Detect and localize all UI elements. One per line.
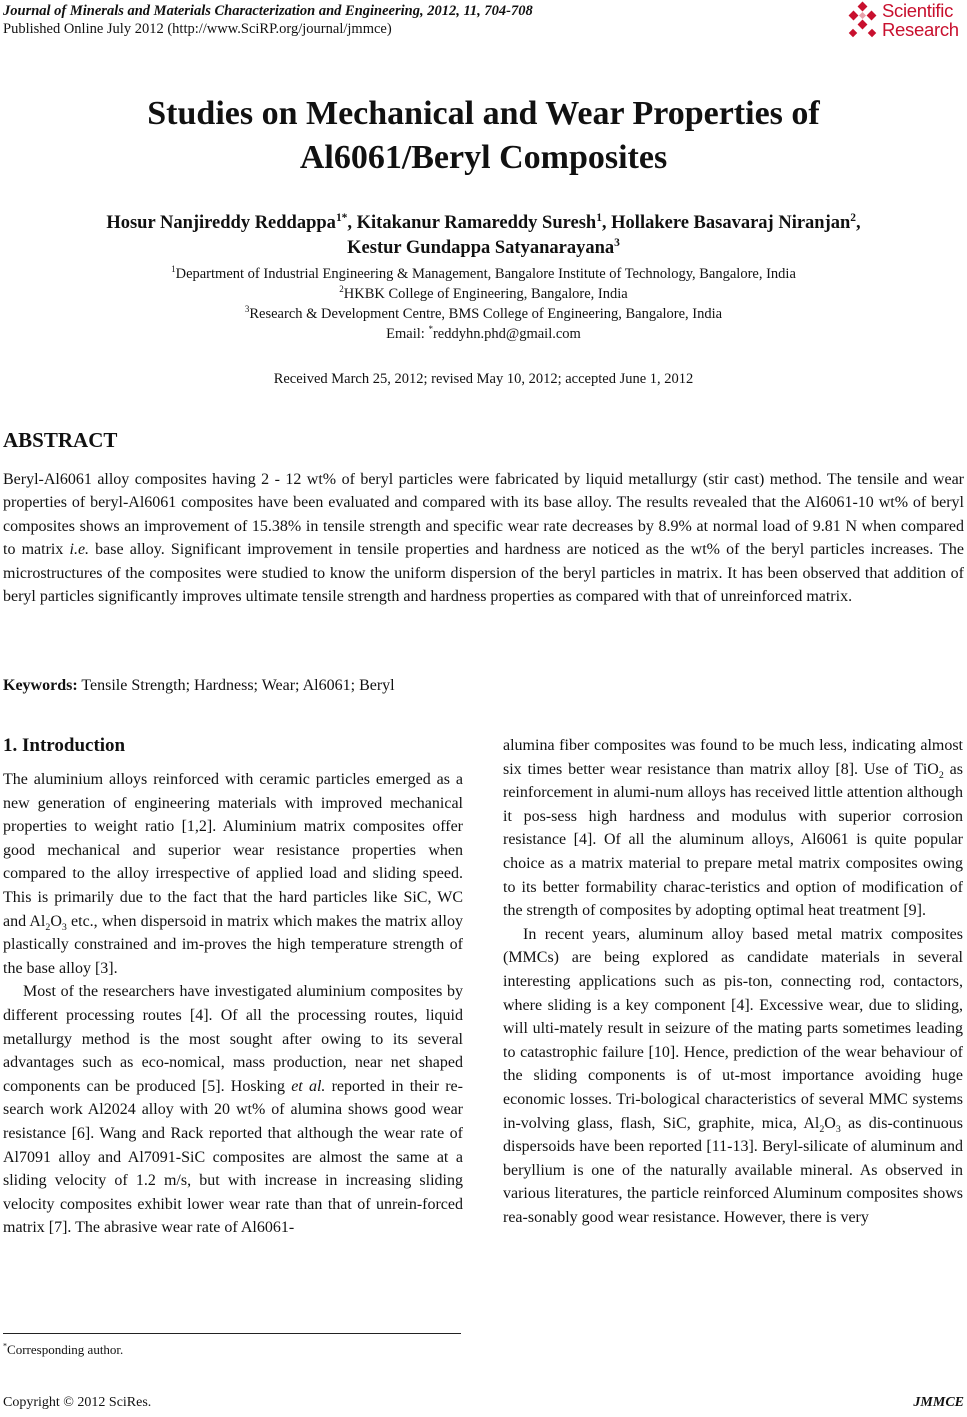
- journal-header: [3, 2, 533, 38]
- author-4: Kestur Gundappa Satyanarayana: [347, 238, 615, 258]
- abstract-body: Beryl-Al6061 alloy composites having 2 - 12 wt% of beryl particles were fabricated by liquid metallurgy (stir cast) method. The tensile and wear properties of beryl-Al6061 composites have been evaluated and compared with its base alloy. The results revealed that the Al6061-10 wt% of beryl composites shows an improvement of 15.38% in tensile strength and specific wear rate decreases by 8.9% at normal load of 9.81 N when compared to matrix i.e. base alloy. Significant improvement in tensile properties and hardness are noticed as the wt% of the beryl particles increases. The microstructures of the composites were studied to know the uniform dispersion of the beryl particles in matrix. It has been observed that addition of beryl particles significantly improves ultimate tensile strength and hardness properties as compared with that of unreinforced matrix.: [3, 471, 965, 606]
- email-address[interactable]: reddyhn.phd@gmail.com: [432, 326, 581, 342]
- intro-paragraph-2: Most of the researchers have investigated aluminium composites by different processing routes [4]. Of all the processing routes, liquid metallurgy method is the most sought after owing to its several advantages such as eco-nomical, mass production, near net shaped components can be produced [5]. Hosking et al. reported in their re-search work Al2024 alloy with 20 wt% of alumina shows good wear resistance [6]. Wang and Rack reported that although the wear rate of Al7091 alloy and Al7091-SiC composites are almost the same at a sliding velocity of 1.2 m/s, but with increase in increasing sliding velocity composites exhibit lower wear rate than that of unrein-forced matrix [7]. The abrasive wear rate of Al6061-: [3, 983, 463, 1237]
- logo-line-1: Scientific: [882, 0, 954, 21]
- email-line: Email: *reddyhn.phd@gmail.com: [386, 324, 581, 342]
- received-dates: Received March 25, 2012; revised May 10, 2012; accepted June 1, 2012: [273, 371, 694, 387]
- publisher-logo: [845, 1, 963, 43]
- journal-abbreviation: JMMCE: [913, 1395, 964, 1410]
- affiliations: [0, 264, 967, 344]
- footnote-divider: [3, 1333, 461, 1334]
- author-1: Hosur Nanjireddy Reddappa: [106, 213, 336, 233]
- title-line-1: Studies on Mechanical and Wear Properties of: [147, 95, 820, 132]
- intro-paragraph-1: The aluminium alloys reinforced with ceramic particles emerged as a new generation of engineering materials with improved mechanical properties to weight ratio [1,2]. Aluminium matrix composites offer good mechanical and superior wear resistance properties when compared to the alloy irrespective of applied load and sliding speed. This is primarily due to the fact that the hard particles like SiC, WC and $Al_2O_3$ etc., when dispersoid in matrix which makes the matrix alloy plastically constrained and im-proves the high temperature strength of the base alloy [3].: [3, 771, 464, 977]
- section-heading-introduction: 1. Introduction: [3, 735, 126, 756]
- affiliation-2: $^2$HKBK College of Engineering, Bangalore, India: [339, 284, 628, 302]
- keywords: Keywords: Tensile Strength; Hardness; Wear; Al6061; Beryl: [3, 677, 395, 694]
- paper-title: [0, 92, 967, 180]
- scientific-research-logo-icon: [845, 1, 881, 41]
- left-column: [3, 734, 463, 1240]
- right-column: [503, 734, 963, 1229]
- affiliation-1: $^1$Department of Industrial Engineering & Management, Bangalore Institute of Technology, Bangalore, India: [171, 264, 796, 282]
- author-3: Hollakere Basavaraj Niranjan: [611, 213, 851, 233]
- footnote-corresponding-author: *Corresponding author.: [3, 1341, 124, 1357]
- author-3-affil-mark: 2: [850, 211, 857, 224]
- author-1-affil-mark: 1*: [335, 211, 348, 224]
- title-line-2: Al6061/Beryl Composites: [299, 139, 668, 176]
- published-online: Published Online July 2012 (http://www.SciRP.org/journal/jmmce): [3, 21, 392, 37]
- logo-line-2: Research: [882, 19, 959, 40]
- journal-issue: , 2012, 11, 704-708: [419, 3, 533, 19]
- author-separator: ,: [347, 213, 357, 233]
- affiliation-3: $^3$Research & Development Centre, BMS College of Engineering, Bangalore, India: [244, 304, 723, 322]
- author-trailing-comma: ,: [856, 213, 861, 233]
- author-4-affil-mark: 3: [614, 236, 620, 249]
- journal-name: Journal of Minerals and Materials Characterization and Engineering: [3, 3, 420, 19]
- author-2: Kitakanur Ramareddy Suresh: [356, 213, 597, 233]
- abstract-heading: ABSTRACT: [3, 428, 118, 452]
- author-list: [0, 211, 967, 261]
- author-2-affil-mark: 1: [596, 211, 602, 224]
- intro-paragraph-3: alumina fiber composites was found to be much less, indicating almost six times better wear resistance than matrix alloy [8]. Use of TiO$_2$ as reinforcement in alumi-num alloys has received little attention although it pos-sess high hardness and modulus with superior corrosion resistance [4]. Of all the aluminum alloys, Al6061 is quite popular choice as a matrix material to prepare metal matrix composites owing to its better formability charac-teristics and option of modification of the strength of composites by adopting optimal heat treatment [9].: [503, 737, 964, 920]
- author-separator: ,: [601, 213, 612, 233]
- copyright: Copyright © 2012 SciRes.: [3, 1395, 152, 1410]
- intro-paragraph-4: In recent years, aluminum alloy based metal matrix composites (MMCs) are being explored as candidate materials in several interesting applications such as pis-ton, connecting rod, contactors, where sliding is a key component [4]. Excessive wear, due to sliding, will ulti-mately result in seizure of the mating parts sometimes leading to catastrophic failure [10]. Hence, prediction of the wear behaviour of the sliding components is of ut-most importance avoiding huge economic losses. Tri-bological characteristics of several MMC systems in-volving glass, flash, SiC, graphite, mica, $Al_2O_3$ as dis-continuous dispersoids have been reported [11-13]. Beryl-silicate of aluminum and beryllium is one of the naturally available mineral. As observed in various literatures, the particle reinforced Aluminum composites shows rea-sonably good wear resistance. However, there is very: [503, 925, 963, 1226]
- page-footer: [3, 1395, 964, 1411]
